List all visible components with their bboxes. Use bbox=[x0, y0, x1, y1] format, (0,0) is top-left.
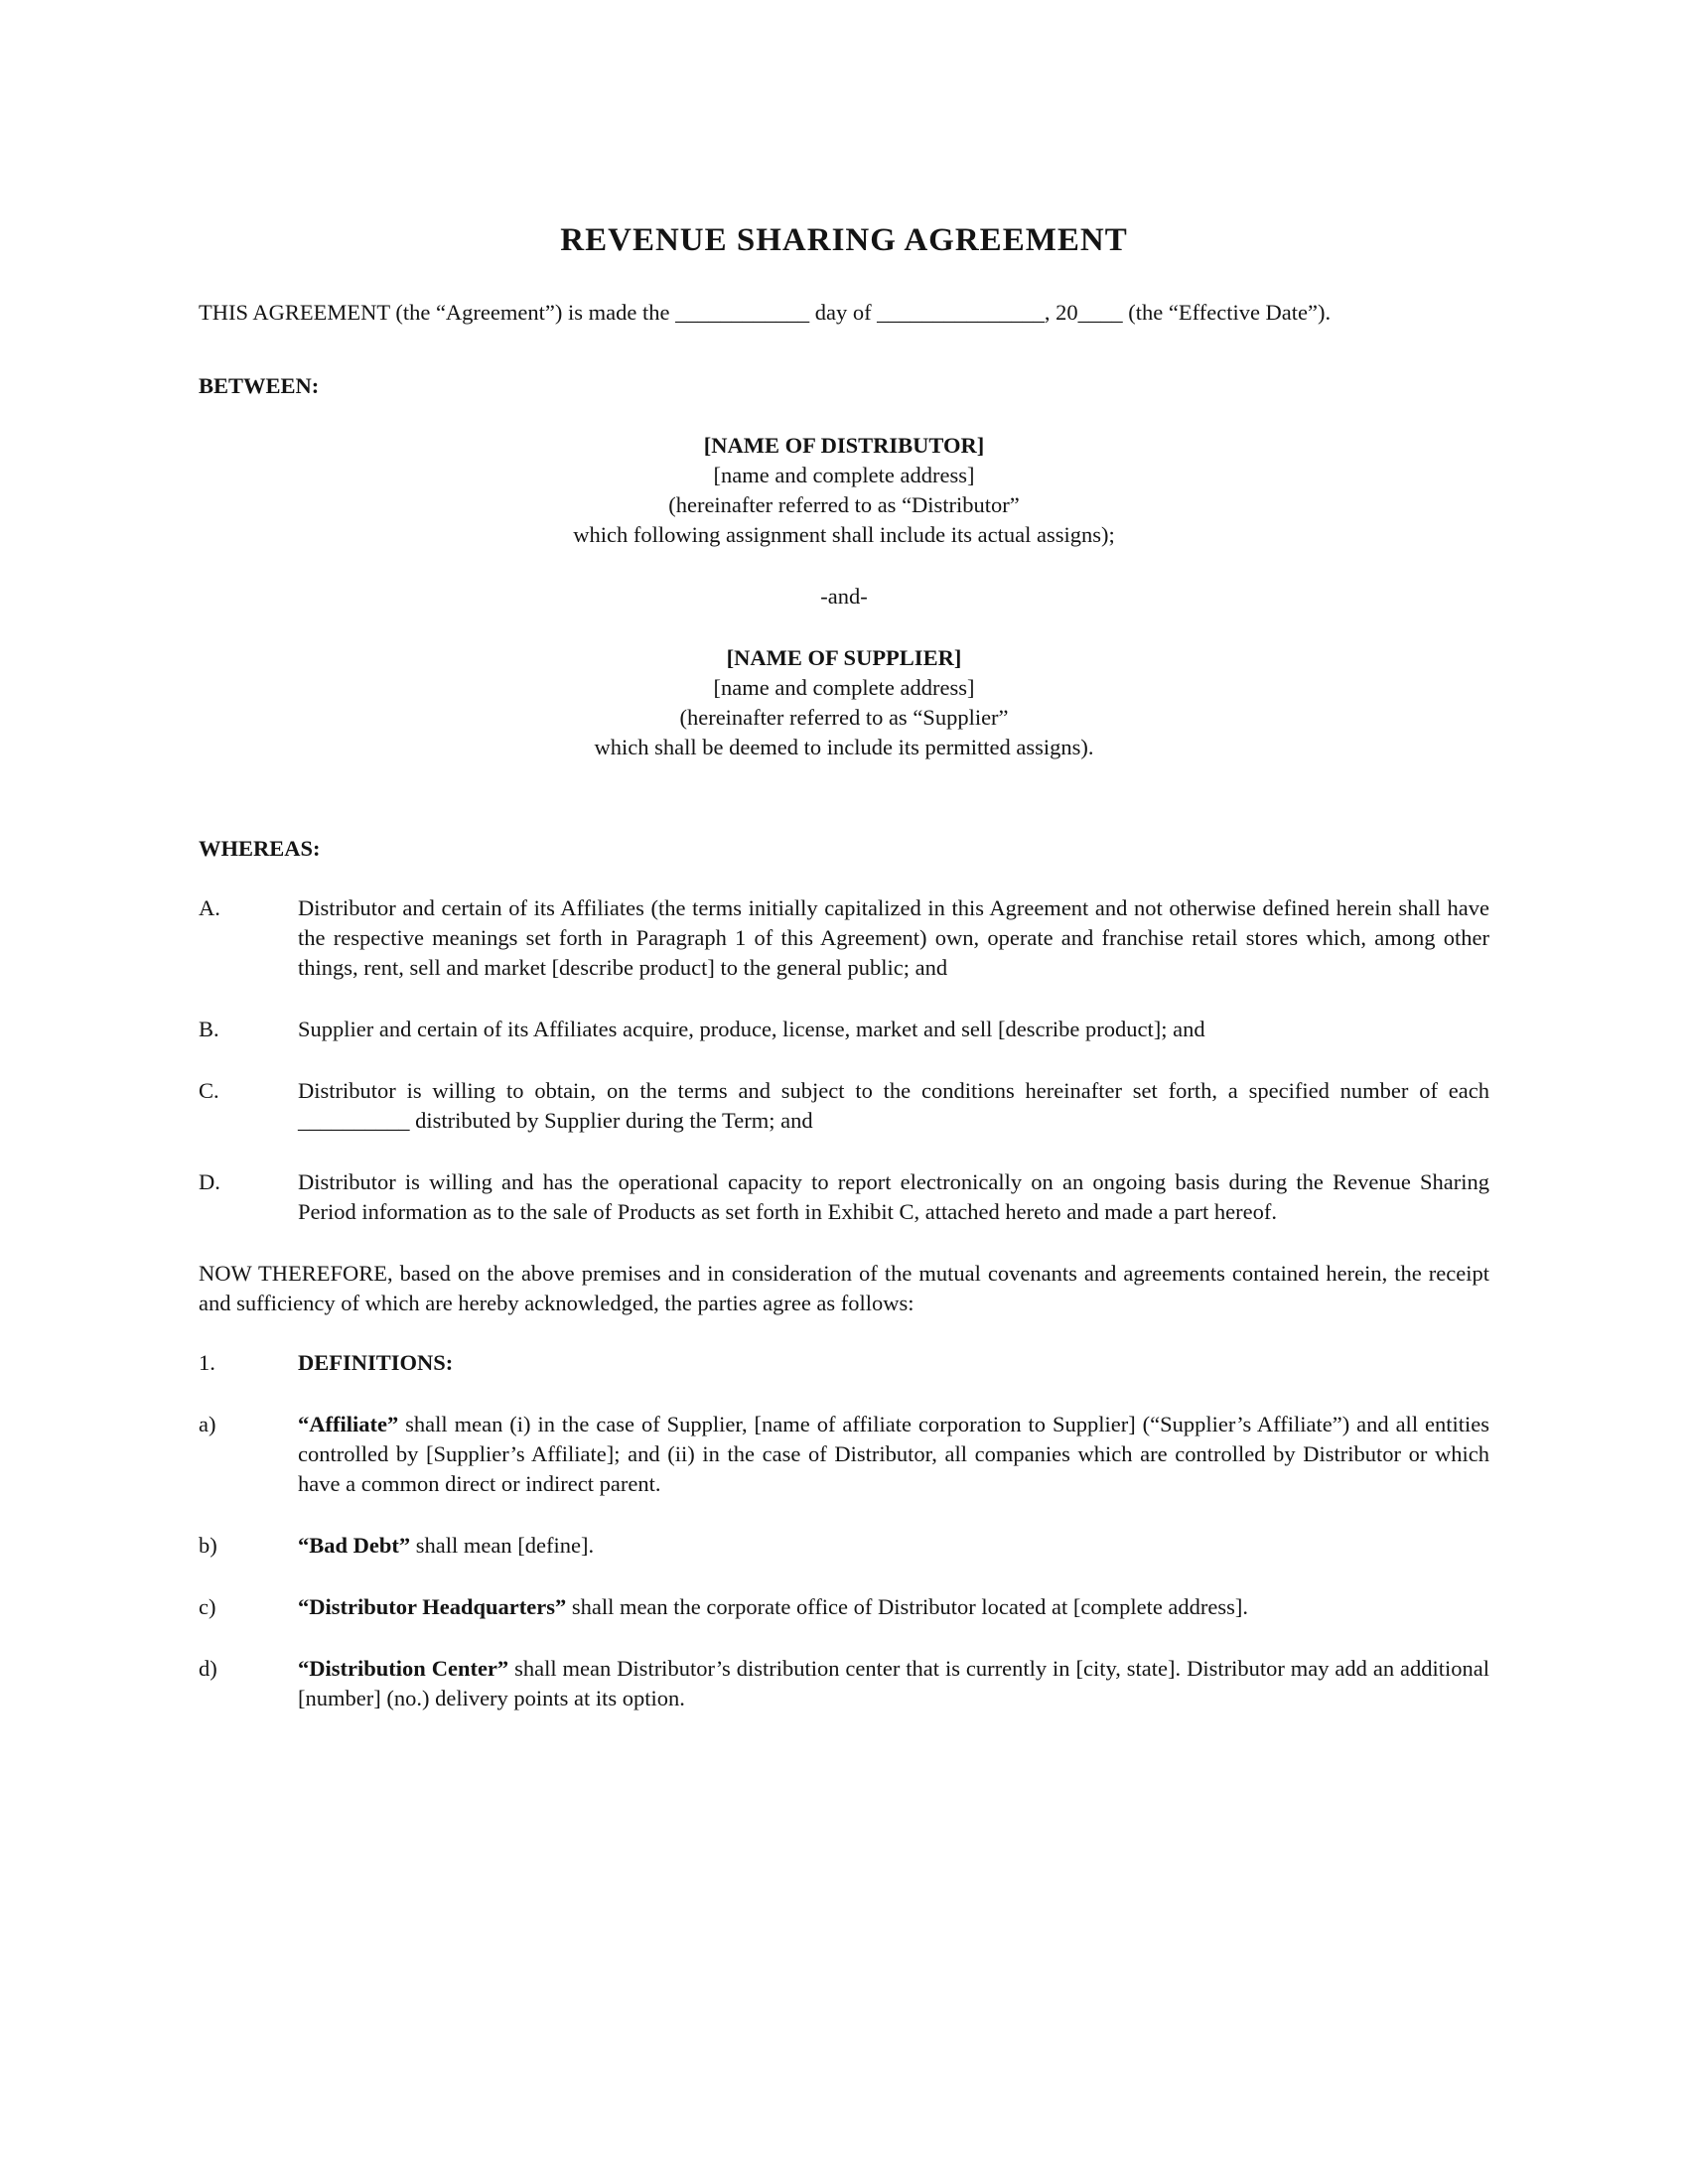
recital-a-text: Distributor and certain of its Affiliates (the terms initially capitalized in this Agreement and not otherwise defined herein shall have the respective meanings set forth in Paragraph 1 of this Agreement) own, operate and franchise retail stores which, among other things, rent, sell and market [describe product] to the general public; and bbox=[298, 895, 1489, 980]
distributor-address-line: [name and complete address] bbox=[713, 463, 975, 487]
recital-d bbox=[199, 1167, 1489, 1227]
recital-c-text: Distributor is willing to obtain, on the terms and subject to the conditions hereinafter set forth, a specified number of each __________ distributed by Supplier during the Term; and bbox=[298, 1078, 1489, 1133]
section-1-heading: DEFINITIONS: bbox=[298, 1350, 454, 1375]
supplier-hereinafter-line: (hereinafter referred to as “Supplier” bbox=[679, 705, 1009, 730]
recital-d-marker: D. bbox=[199, 1169, 220, 1194]
supplier-block bbox=[199, 643, 1489, 762]
document-title: REVENUE SHARING AGREEMENT bbox=[560, 222, 1128, 258]
recital-b bbox=[199, 1015, 1489, 1044]
definition-a-term: “Affiliate” bbox=[298, 1412, 399, 1436]
definition-a-body: shall mean (i) in the case of Supplier, [name of affiliate corporation to Supplier] (“Supplier’s Affiliate”) and all entities controlled by [Supplier’s Affiliate]; and (ii) in the case of Distributor, all companies which are controlled by Distributor or which have a common direct or indirect parent. bbox=[298, 1412, 1489, 1496]
definition-b-text bbox=[298, 1531, 1489, 1561]
definition-c-text bbox=[298, 1592, 1489, 1622]
recital-b-marker: B. bbox=[199, 1017, 219, 1041]
recital-a bbox=[199, 893, 1489, 983]
section-1-heading-row bbox=[199, 1348, 1489, 1378]
section-1-number: 1. bbox=[199, 1350, 215, 1375]
definition-b-marker: b) bbox=[199, 1533, 217, 1558]
definition-c-marker: c) bbox=[199, 1594, 216, 1619]
distributor-block bbox=[199, 431, 1489, 550]
recital-b-text: Supplier and certain of its Affiliates acquire, produce, license, market and sell [describe product]; and bbox=[298, 1017, 1205, 1041]
definition-a bbox=[199, 1410, 1489, 1499]
definition-c bbox=[199, 1592, 1489, 1622]
definition-d-text bbox=[298, 1654, 1489, 1713]
definition-a-text bbox=[298, 1410, 1489, 1499]
definition-c-term: “Distributor Headquarters” bbox=[298, 1594, 567, 1619]
definition-d-marker: d) bbox=[199, 1656, 217, 1681]
definition-d bbox=[199, 1654, 1489, 1713]
distributor-assigns-line: which following assignment shall include its actual assigns); bbox=[573, 522, 1115, 547]
recital-d-text: Distributor is willing and has the operational capacity to report electronically on an ongoing basis during the Revenue Sharing Period information as to the sale of Products as set forth in Exhibit C, attached hereto and made a part hereof. bbox=[298, 1169, 1489, 1224]
supplier-address-line: [name and complete address] bbox=[713, 675, 975, 700]
definition-d-body: shall mean Distributor’s distribution center that is currently in [city, state]. Distributor may add an additional [number] (no.) delivery points at its option. bbox=[298, 1656, 1489, 1710]
now-therefore-paragraph: NOW THEREFORE, based on the above premises and in consideration of the mutual covenants and agreements contained herein, the receipt and sufficiency of which are hereby acknowledged, the parties agree as follows: bbox=[199, 1261, 1489, 1315]
distributor-name: [NAME OF DISTRIBUTOR] bbox=[703, 433, 985, 458]
definition-b-body: shall mean [define]. bbox=[410, 1533, 595, 1558]
between-label: BETWEEN: bbox=[199, 373, 320, 398]
and-separator: -and- bbox=[820, 584, 868, 609]
definition-b bbox=[199, 1531, 1489, 1561]
whereas-label: WHEREAS: bbox=[199, 836, 321, 861]
intro-paragraph: THIS AGREEMENT (the “Agreement”) is made the ____________ day of _______________, 20____ (the “Effective Date”). bbox=[199, 300, 1332, 325]
supplier-assigns-line: which shall be deemed to include its permitted assigns). bbox=[594, 735, 1094, 759]
supplier-name: [NAME OF SUPPLIER] bbox=[726, 645, 962, 670]
distributor-hereinafter-line: (hereinafter referred to as “Distributor” bbox=[668, 492, 1020, 517]
recital-c bbox=[199, 1076, 1489, 1136]
definition-b-term: “Bad Debt” bbox=[298, 1533, 411, 1558]
definition-d-term: “Distribution Center” bbox=[298, 1656, 509, 1681]
recital-a-marker: A. bbox=[199, 895, 220, 920]
definition-c-body: shall mean the corporate office of Distributor located at [complete address]. bbox=[566, 1594, 1249, 1619]
definition-a-marker: a) bbox=[199, 1412, 216, 1436]
recital-c-marker: C. bbox=[199, 1078, 219, 1103]
